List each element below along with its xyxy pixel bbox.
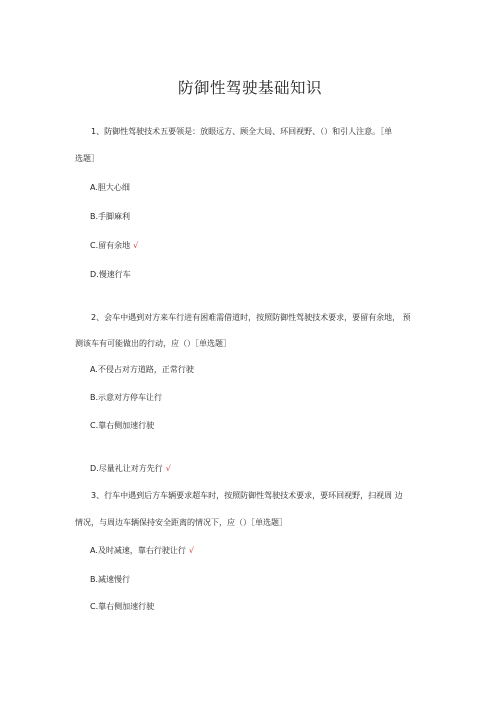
question-2-text-cont: 测该车有可能做出的行动，应（）［单选题］ bbox=[75, 339, 231, 348]
question-2-option-c: C.靠右侧加速行驶 bbox=[90, 421, 155, 430]
question-3-text-cont: 情况，与周边车辆保持安全距离的情况下，应（）［单选题］ bbox=[75, 518, 287, 527]
question-2-option-d bbox=[90, 464, 171, 474]
option-text: C.留有余地 bbox=[90, 241, 131, 250]
option-text: A.及时减速，靠右行驶让行 bbox=[90, 546, 186, 555]
option-text: D.尽量礼让对方先行 bbox=[90, 464, 163, 473]
question-2-option-a: A.不侵占对方道路，正常行驶 bbox=[90, 365, 194, 374]
question-1-option-a: A.胆大心细 bbox=[90, 183, 130, 192]
question-3-option-c: C.靠右侧加速行驶 bbox=[90, 602, 155, 611]
document-title: 防御性驾驶基础知识 bbox=[177, 79, 322, 97]
check-mark-icon: √ bbox=[165, 464, 171, 473]
question-2-option-b: B.示意对方停车让行 bbox=[90, 393, 163, 402]
question-3-option-a bbox=[90, 546, 194, 556]
question-1-text-cont: 选题］ bbox=[75, 154, 99, 163]
question-1-option-d: D.慢速行车 bbox=[90, 270, 131, 279]
question-3-text: 3、行车中遇到后方车辆要求超车时，按照防御性驾驶技术要求，要环回视野，扫视周 边 bbox=[91, 491, 403, 500]
check-mark-icon: √ bbox=[188, 546, 194, 555]
question-1-option-c bbox=[90, 241, 138, 251]
question-1-text: 1、防御性驾驶技术五要领是：放眼远方、顾全大局、环回视野、（）和引人注意。［单 bbox=[91, 127, 393, 136]
question-1-option-b: B.手脚麻利 bbox=[90, 212, 131, 221]
question-2-text: 2、会车中遇到对方来车行进有困难需借道时，按照防御性驾驶技术要求，要留有余地， 预 bbox=[91, 313, 411, 322]
question-3-option-b: B.减速慢行 bbox=[90, 575, 131, 584]
check-mark-icon: √ bbox=[133, 241, 139, 250]
